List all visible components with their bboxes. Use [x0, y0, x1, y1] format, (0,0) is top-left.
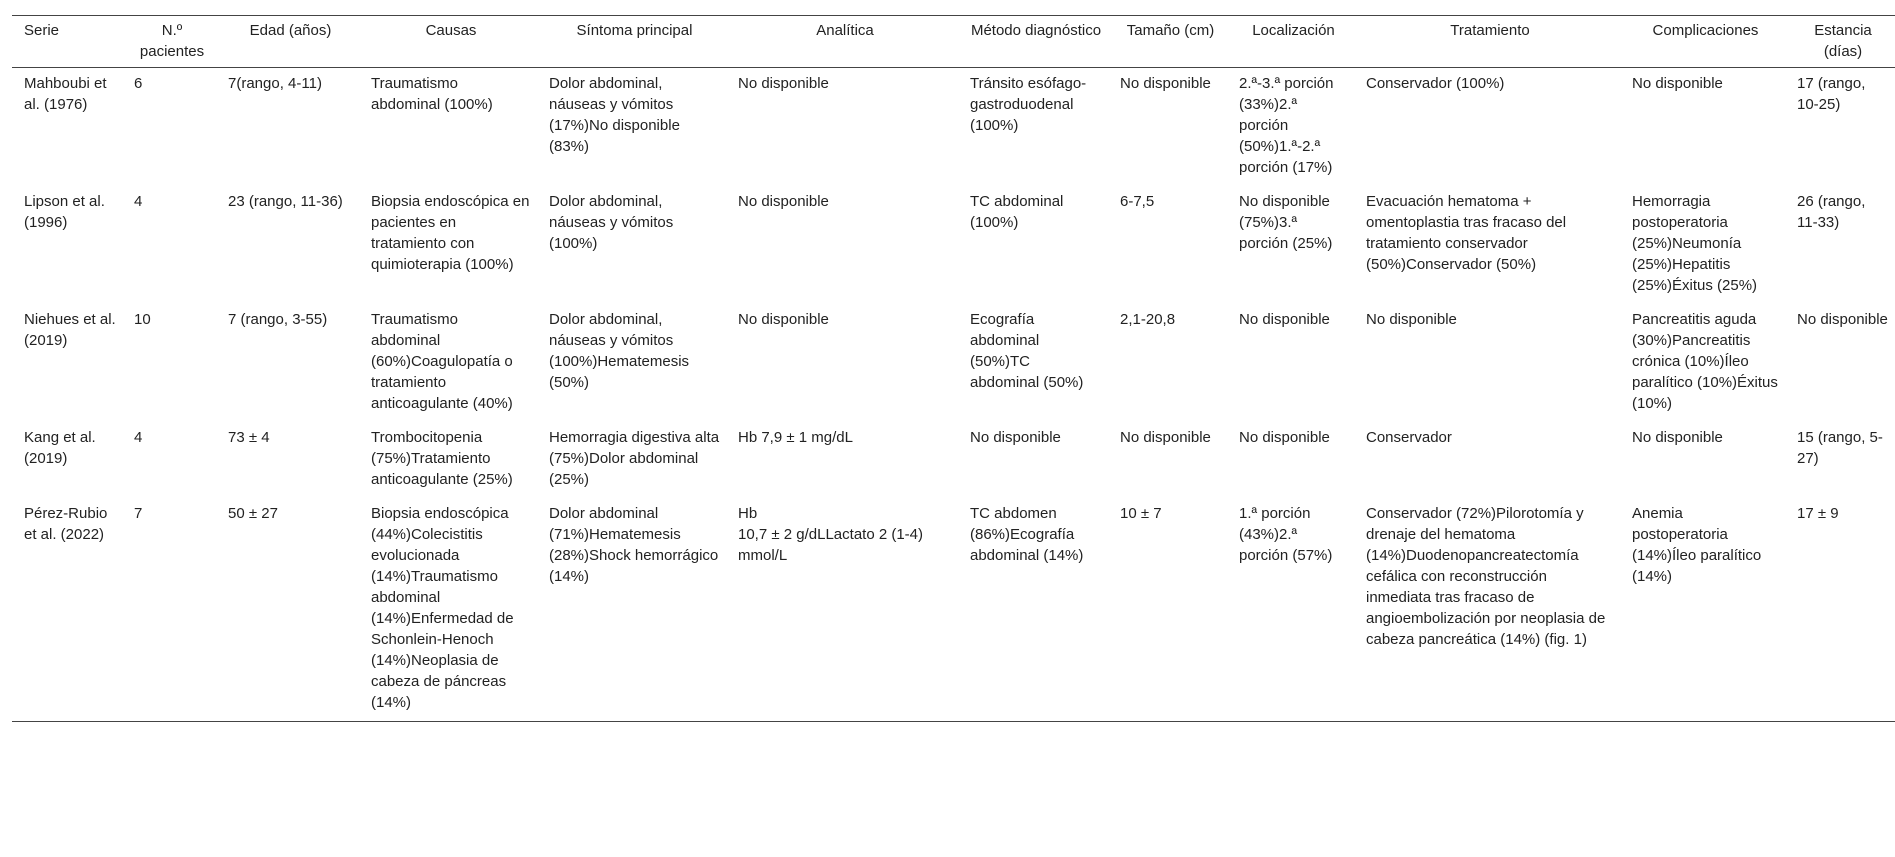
- cell-stay: 17 (rango, 10-25): [1797, 75, 1866, 113]
- cell-stay: 26 (rango, 11-33): [1797, 193, 1866, 231]
- cell-serie: Niehues et al. (2019): [24, 311, 116, 349]
- cell-size: No disponible: [1120, 429, 1211, 446]
- cell-age: 7(rango, 4-11): [228, 75, 322, 92]
- cell-serie: Lipson et al. (1996): [24, 193, 105, 231]
- table-row: [12, 498, 1895, 722]
- cell-main-symptom: Dolor abdominal, náuseas y vómitos (17%)No disponible (83%): [549, 75, 680, 155]
- cell-complications: No disponible: [1632, 75, 1723, 92]
- table-row: [12, 422, 1895, 498]
- cell-size: 6-7,5: [1120, 193, 1155, 210]
- cell-location: 1.ª porción (43%)2.ª porción (57%): [1239, 505, 1333, 564]
- cell-location: No disponible (75%)3.ª porción (25%): [1239, 193, 1333, 252]
- cell-lab-tests: No disponible: [738, 193, 829, 210]
- cell-diagnostic-method: TC abdomen (86%)Ecografía abdominal (14%): [970, 505, 1084, 564]
- cell-treatment: Conservador: [1366, 429, 1452, 446]
- header-lab-tests: Analítica: [816, 22, 874, 39]
- cell-treatment: Evacuación hematoma + omentoplastia tras fracaso del tratamiento conservador (50%)Conservador (50%): [1366, 193, 1567, 273]
- cell-causes: Biopsia endoscópica en pacientes en tratamiento con quimioterapia (100%): [371, 193, 530, 273]
- cell-size: No disponible: [1120, 75, 1211, 92]
- cell-age: 23 (rango, 11-36): [228, 193, 343, 210]
- cell-age: 73 ± 4: [228, 429, 270, 446]
- table-header-row: [12, 16, 1895, 68]
- cell-patients: 7: [134, 505, 143, 522]
- cell-diagnostic-method: No disponible: [970, 429, 1061, 446]
- cell-causes: Traumatismo abdominal (100%): [371, 75, 493, 113]
- table-row: [12, 186, 1895, 304]
- cell-age: 50 ± 27: [228, 505, 278, 522]
- cell-main-symptom: Dolor abdominal, náuseas y vómitos (100%): [549, 193, 674, 252]
- header-complications: Complicaciones: [1652, 22, 1759, 39]
- cell-serie: Kang et al. (2019): [24, 429, 96, 467]
- cell-patients: 6: [134, 75, 143, 92]
- cell-diagnostic-method: Tránsito esófago-gastroduodenal (100%): [970, 75, 1087, 134]
- cell-diagnostic-method: Ecografía abdominal (50%)TC abdominal (50%): [970, 311, 1084, 391]
- cell-complications: Pancreatitis aguda (30%)Pancreatitis crónica (10%)Íleo paralítico (10%)Éxitus (10%): [1632, 311, 1778, 412]
- cell-size: 2,1-20,8: [1120, 311, 1176, 328]
- cell-treatment: Conservador (72%)Pilorotomía y drenaje del hematoma (14%)Duodenopancreatectomía cefálica con reconstrucción inmediata tras fracaso de angioembolización por neoplasia de cabeza pancreática (14%) (fig. 1): [1366, 505, 1606, 648]
- cell-serie: Mahboubi et al. (1976): [24, 75, 107, 113]
- header-serie: Serie: [24, 22, 60, 39]
- cell-causes: Trombocitopenia (75%)Tratamiento anticoagulante (25%): [371, 429, 513, 488]
- cell-lab-tests: Hb 7,9 ± 1 mg/dL: [738, 429, 853, 446]
- cell-stay: 17 ± 9: [1797, 505, 1839, 522]
- table-row: [12, 68, 1895, 187]
- header-causes: Causas: [425, 22, 477, 39]
- header-patients: N.º pacientes: [139, 22, 205, 60]
- cell-main-symptom: Dolor abdominal, náuseas y vómitos (100%)Hematemesis (50%): [549, 311, 690, 391]
- cell-main-symptom: Hemorragia digestiva alta (75%)Dolor abdominal (25%): [549, 429, 720, 488]
- cell-location: No disponible: [1239, 429, 1330, 446]
- cell-size: 10 ± 7: [1120, 505, 1162, 522]
- header-main-symptom: Síntoma principal: [576, 22, 693, 39]
- cell-complications: Anemia postoperatoria (14%)Íleo paralítico (14%): [1632, 505, 1762, 585]
- cell-age: 7 (rango, 3-55): [228, 311, 328, 328]
- cell-patients: 4: [134, 429, 143, 446]
- header-age: Edad (años): [249, 22, 332, 39]
- cell-lab-tests: No disponible: [738, 75, 829, 92]
- cell-stay: No disponible: [1797, 311, 1888, 328]
- header-size: Tamaño (cm): [1126, 22, 1215, 39]
- cell-stay: 15 (rango, 5-27): [1797, 429, 1883, 467]
- cell-treatment: No disponible: [1366, 311, 1457, 328]
- header-treatment: Tratamiento: [1450, 22, 1530, 39]
- cell-causes: Biopsia endoscópica (44%)Colecistitis evolucionada (14%)Traumatismo abdominal (14%)Enfermedad de Schonlein-Henoch (14%)Neoplasia de cabeza de páncreas (14%): [371, 505, 514, 711]
- header-diagnostic-method: Método diagnóstico: [970, 22, 1102, 39]
- table-row: [12, 304, 1895, 422]
- header-location: Localización: [1252, 22, 1335, 39]
- cell-diagnostic-method: TC abdominal (100%): [970, 193, 1064, 231]
- cell-treatment: Conservador (100%): [1366, 75, 1505, 92]
- header-stay: Estancia (días): [1814, 22, 1872, 60]
- cell-serie: Pérez-Rubio et al. (2022): [24, 505, 108, 543]
- cell-lab-tests: Hb 10,7 ± 2 g/dLLactato 2 (1-4) mmol/L: [738, 505, 924, 564]
- cell-complications: Hemorragia postoperatoria (25%)Neumonía (25%)Hepatitis (25%)Éxitus (25%): [1632, 193, 1758, 294]
- cell-causes: Traumatismo abdominal (60%)Coagulopatía o tratamiento anticoagulante (40%): [371, 311, 513, 412]
- cell-location: 2.ª-3.ª porción (33%)2.ª porción (50%)1.ª-2.ª porción (17%): [1239, 75, 1334, 176]
- results-table: [12, 15, 1895, 722]
- cell-main-symptom: Dolor abdominal (71%)Hematemesis (28%)Shock hemorrágico (14%): [549, 505, 719, 585]
- cell-lab-tests: No disponible: [738, 311, 829, 328]
- cell-patients: 4: [134, 193, 143, 210]
- cell-patients: 10: [134, 311, 151, 328]
- cell-location: No disponible: [1239, 311, 1330, 328]
- cell-complications: No disponible: [1632, 429, 1723, 446]
